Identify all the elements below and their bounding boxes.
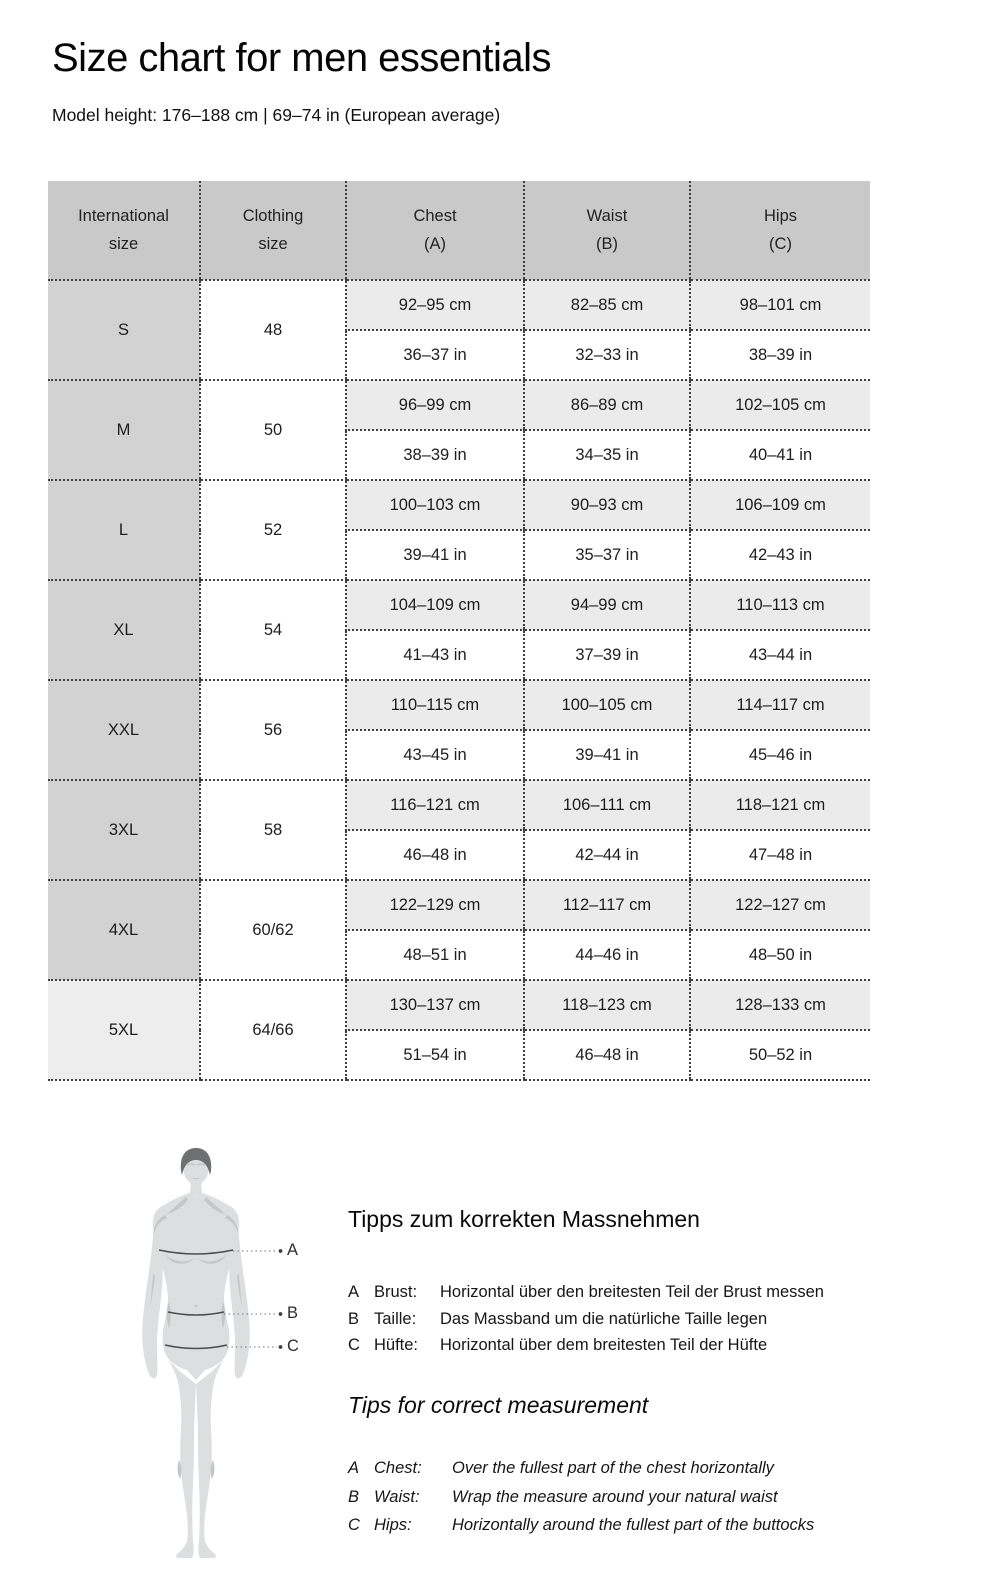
page-title: Size chart for men essentials — [52, 36, 552, 80]
hips-in-cell: 40–41 in — [690, 430, 870, 480]
intl-size-cell: 5XL — [48, 980, 200, 1080]
tips-heading-de: Tipps zum korrekten Massnehmen — [348, 1206, 700, 1232]
tip-text: Horizontal über dem breitesten Teil der Hüfte — [440, 1336, 768, 1354]
table-row-5xl — [48, 980, 870, 1030]
chest-cm-cell: 122–129 cm — [346, 880, 524, 930]
tip-text: Das Massband um die natürliche Taille legen — [440, 1309, 768, 1328]
waist-cm-cell: 112–117 cm — [524, 880, 690, 930]
tip-row-waist-en — [348, 1483, 908, 1512]
tips-heading-en: Tips for correct measurement — [348, 1392, 649, 1418]
chest-cm-cell: 96–99 cm — [346, 380, 524, 430]
hips-in-cell: 42–43 in — [690, 530, 870, 580]
column-header-chest: Chest (A) — [346, 181, 524, 280]
tip-letter: A — [348, 1283, 360, 1301]
table-row-l — [48, 480, 870, 530]
intl-size-cell: M — [48, 380, 200, 480]
column-header-clothing-size: Clothing size — [200, 181, 346, 280]
clothing-size-cell: 54 — [200, 580, 346, 680]
clothing-size-cell: 52 — [200, 480, 346, 580]
intl-size-cell: 4XL — [48, 880, 200, 980]
hips-cm-cell: 106–109 cm — [690, 480, 870, 530]
tips-section-english — [348, 1392, 908, 1540]
chest-in-cell: 36–37 in — [346, 330, 524, 380]
waist-in-cell: 42–44 in — [524, 830, 690, 880]
tip-label: Chest: — [374, 1459, 422, 1477]
tip-label: Brust: — [374, 1283, 418, 1301]
tip-text: Horizontally around the fullest part of the buttocks — [452, 1516, 815, 1534]
chest-in-cell: 46–48 in — [346, 830, 524, 880]
chest-in-cell: 43–45 in — [346, 730, 524, 780]
table-row-m — [48, 380, 870, 430]
waist-cm-cell: 118–123 cm — [524, 980, 690, 1030]
waist-cm-cell: 106–111 cm — [524, 780, 690, 830]
intl-size-cell: 3XL — [48, 780, 200, 880]
hips-cm-cell: 98–101 cm — [690, 280, 870, 330]
chest-cm-cell: 92–95 cm — [346, 280, 524, 330]
table-row-xxl — [48, 680, 870, 730]
tip-text: Wrap the measure around your natural waist — [452, 1487, 778, 1506]
chest-in-cell: 51–54 in — [346, 1030, 524, 1080]
intl-size-cell: L — [48, 480, 200, 580]
tip-label: Taille: — [374, 1309, 417, 1328]
tip-row-chest-en — [348, 1454, 908, 1483]
waist-in-cell: 37–39 in — [524, 630, 690, 680]
header-row — [48, 181, 870, 280]
tip-label: Hips: — [374, 1516, 412, 1534]
column-header-waist: Waist (B) — [524, 181, 690, 280]
tip-row-hips-en — [348, 1511, 908, 1540]
column-header-international-size: International size — [48, 181, 200, 280]
measurement-label-a: A — [287, 1241, 299, 1259]
waist-cm-cell: 90–93 cm — [524, 480, 690, 530]
tip-label: Waist: — [374, 1487, 420, 1506]
tip-row-chest-de — [348, 1279, 893, 1306]
measurement-label-c: C — [287, 1337, 299, 1355]
tip-letter: B — [348, 1309, 360, 1328]
hips-cm-cell: 118–121 cm — [690, 780, 870, 830]
clothing-size-cell: 64/66 — [200, 980, 346, 1080]
tip-letter: A — [348, 1459, 360, 1477]
hips-cm-cell: 122–127 cm — [690, 880, 870, 930]
waist-in-cell: 35–37 in — [524, 530, 690, 580]
clothing-size-cell: 50 — [200, 380, 346, 480]
hips-cm-cell: 102–105 cm — [690, 380, 870, 430]
measurement-label-b: B — [287, 1304, 299, 1322]
waist-cm-cell: 94–99 cm — [524, 580, 690, 630]
waist-in-cell: 39–41 in — [524, 730, 690, 780]
hips-cm-cell: 128–133 cm — [690, 980, 870, 1030]
column-header-hips: Hips (C) — [690, 181, 870, 280]
tip-text: Over the fullest part of the chest horizontally — [452, 1459, 774, 1477]
model-height-note: Model height: 176–188 cm | 69–74 in (European average) — [52, 105, 501, 125]
hips-in-cell: 50–52 in — [690, 1030, 870, 1080]
hips-cm-cell: 110–113 cm — [690, 580, 870, 630]
waist-in-cell: 32–33 in — [524, 330, 690, 380]
hips-in-cell: 47–48 in — [690, 830, 870, 880]
tip-label: Hüfte: — [374, 1336, 419, 1354]
chest-cm-cell: 104–109 cm — [346, 580, 524, 630]
tip-row-waist-de — [348, 1306, 893, 1333]
waist-in-cell: 44–46 in — [524, 930, 690, 980]
clothing-size-cell: 56 — [200, 680, 346, 780]
waist-cm-cell: 100–105 cm — [524, 680, 690, 730]
table-row-xl — [48, 580, 870, 630]
tip-letter: B — [348, 1487, 360, 1506]
clothing-size-cell: 48 — [200, 280, 346, 380]
chest-in-cell: 38–39 in — [346, 430, 524, 480]
chest-cm-cell: 110–115 cm — [346, 680, 524, 730]
intl-size-cell: S — [48, 280, 200, 380]
chest-in-cell: 48–51 in — [346, 930, 524, 980]
hips-in-cell: 43–44 in — [690, 630, 870, 680]
tips-section-german — [348, 1206, 893, 1359]
tips-rows-en — [348, 1454, 908, 1540]
clothing-size-cell: 60/62 — [200, 880, 346, 980]
chest-in-cell: 39–41 in — [346, 530, 524, 580]
hips-cm-cell: 114–117 cm — [690, 680, 870, 730]
chest-cm-cell: 130–137 cm — [346, 980, 524, 1030]
waist-cm-cell: 82–85 cm — [524, 280, 690, 330]
hips-in-cell: 45–46 in — [690, 730, 870, 780]
chest-in-cell: 41–43 in — [346, 630, 524, 680]
tip-letter: C — [348, 1516, 360, 1534]
chest-cm-cell: 100–103 cm — [346, 480, 524, 530]
waist-cm-cell: 86–89 cm — [524, 380, 690, 430]
table-row-3xl — [48, 780, 870, 830]
table-row-4xl — [48, 880, 870, 930]
clothing-size-cell: 58 — [200, 780, 346, 880]
chest-cm-cell: 116–121 cm — [346, 780, 524, 830]
hips-in-cell: 38–39 in — [690, 330, 870, 380]
waist-in-cell: 34–35 in — [524, 430, 690, 480]
tip-row-hips-de — [348, 1332, 893, 1359]
waist-in-cell: 46–48 in — [524, 1030, 690, 1080]
size-chart-table — [48, 181, 870, 1081]
male-figure-illustration — [129, 1146, 339, 1560]
hips-in-cell: 48–50 in — [690, 930, 870, 980]
tip-letter: C — [348, 1336, 360, 1354]
tip-text: Horizontal über den breitesten Teil der Brust messen — [440, 1283, 824, 1301]
tips-rows-de — [348, 1279, 893, 1359]
intl-size-cell: XXL — [48, 680, 200, 780]
table-row-s — [48, 280, 870, 330]
intl-size-cell: XL — [48, 580, 200, 680]
